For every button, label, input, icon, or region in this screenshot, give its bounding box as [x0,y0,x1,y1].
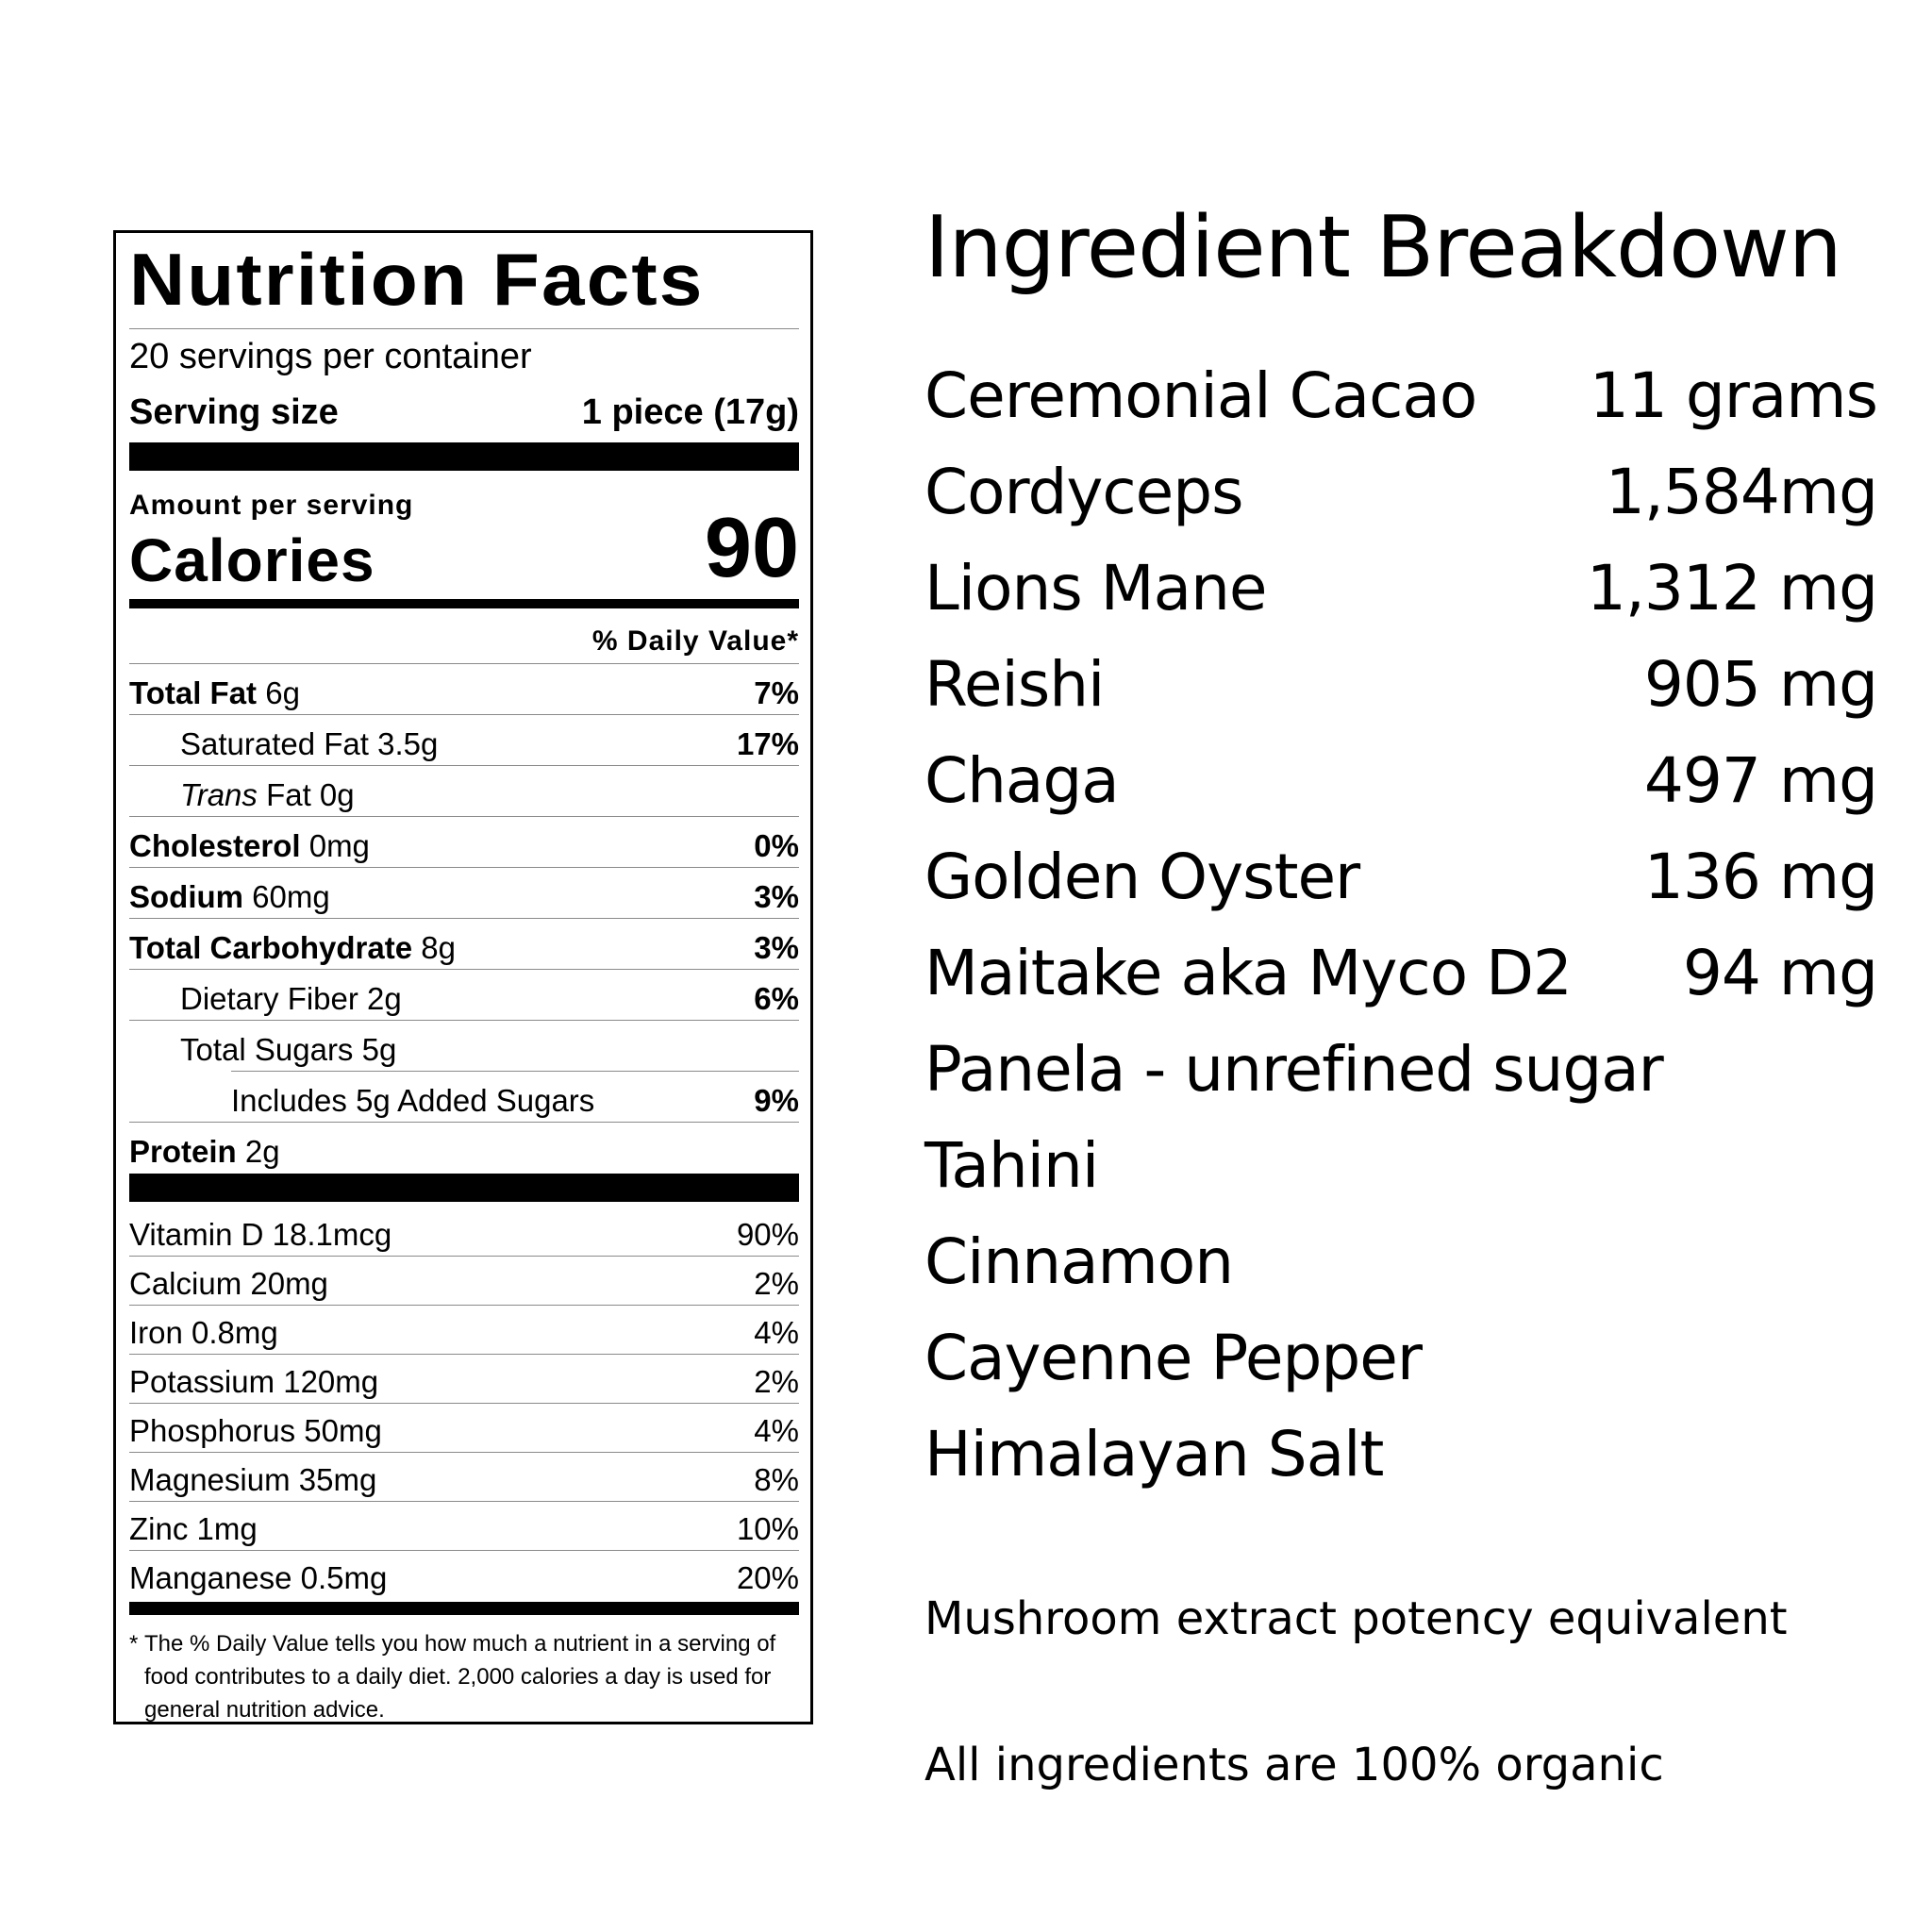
vitamin-dv: 90% [736,1217,799,1252]
nutrient-row-sodium [129,868,799,919]
ingredient-row [924,841,1877,941]
nutrient-amount: 60mg [243,879,330,914]
servings-per-container: 20 servings per container [129,337,532,376]
nutrient-amount: 0mg [300,828,370,863]
nutrient-dv: 17% [736,726,799,761]
vitamin-row-zinc [129,1502,799,1551]
nutrient-row-total-fat [129,664,799,715]
footnote [129,1627,780,1726]
ingredient-name: Himalayan Salt [924,1418,1384,1491]
nutrient-name: Total Carbohydrate [129,930,413,965]
nutrient-row-added-sugars [129,1072,799,1123]
vitamin-amount: Potassium 120mg [129,1364,379,1399]
ingredient-amount: 497 mg [1643,744,1877,817]
ingredient-name: Cayenne Pepper [924,1322,1423,1394]
nutrition-facts-label [113,230,813,1724]
nutrient-amount: Total Sugars 5g [180,1032,397,1067]
ingredient-row [924,552,1877,652]
vitamin-amount: Manganese 0.5mg [129,1560,388,1595]
vitamin-dv: 4% [754,1315,799,1350]
vitamin-amount: Calcium 20mg [129,1266,328,1301]
nutrient-row-protein [129,1123,799,1174]
vitamin-dv: 2% [754,1364,799,1399]
vitamin-dv: 8% [754,1462,799,1497]
ingredient-name: Cinnamon [924,1225,1234,1298]
ingredient-row [924,1033,1877,1133]
nutrient-name: Sodium [129,879,243,914]
nutrient-dv: 6% [754,981,799,1016]
footnote-text: The % Daily Value tells you how much a nutrient in a serving of food contributes to a daily diet. 2,000 calories a day is used for general nutrition advice. [144,1631,776,1723]
ingredient-row [924,456,1877,556]
nutrient-dv: 7% [754,675,799,710]
ingredient-amount: 136 mg [1643,841,1877,913]
ingredient-name: Reishi [924,648,1105,721]
serving-size-value: 1 piece (17g) [581,392,799,432]
calories-label: Calories [129,526,375,594]
nutrient-amount: Saturated Fat 3.5g [180,726,439,761]
ingredient-row [924,648,1877,748]
nutrient-dv: 9% [754,1083,799,1118]
ingredient-name: Maitake aka Myco D2 [924,937,1572,1009]
nutrient-row-trans-fat [129,766,799,817]
ingredient-amount: 1,584mg [1605,456,1877,528]
footnote-star: * [129,1631,139,1657]
nutrient-row-dietary-fiber [129,970,799,1021]
divider-thick [129,442,799,471]
divider-mid [129,1602,799,1615]
nutrient-name: Cholesterol [129,828,301,863]
nutrient-row-saturated-fat [129,715,799,766]
ingredient-row [924,1129,1877,1229]
ingredient-amount: 1,312 mg [1586,552,1877,625]
divider-thick [129,1174,799,1202]
nutrient-row-total-carbohydrate [129,919,799,970]
nutrient-dv: 3% [754,930,799,965]
nutrient-dv: 0% [754,828,799,863]
divider [129,328,799,329]
vitamin-amount: Phosphorus 50mg [129,1413,382,1448]
vitamin-dv: 4% [754,1413,799,1448]
nutrient-amount: Fat 0g [257,777,355,812]
vitamin-row-calcium [129,1257,799,1306]
nutrient-amount: 8g [412,930,456,965]
nutrient-dv: 3% [754,879,799,914]
vitamin-amount: Vitamin D 18.1mcg [129,1217,392,1252]
potency-note: Mushroom extract potency equivalent [924,1592,1788,1645]
nutrition-facts-title: Nutrition Facts [129,238,705,321]
ingredient-name: Golden Oyster [924,841,1360,913]
nutrient-amount: Dietary Fiber 2g [180,981,402,1016]
ingredient-row [924,359,1877,459]
ingredient-row [924,1418,1877,1518]
ingredient-amount: 11 grams [1589,359,1877,432]
serving-size-label: Serving size [129,392,339,432]
vitamin-dv: 20% [736,1560,799,1595]
vitamin-row-vitamin-d [129,1208,799,1257]
vitamin-row-manganese [129,1551,799,1600]
ingredient-breakdown [924,0,1877,1932]
nutrient-name: Trans [180,777,258,812]
calories-value: 90 [704,501,799,595]
ingredient-row [924,1225,1877,1325]
ingredient-name: Ceremonial Cacao [924,359,1477,432]
ingredient-row [924,937,1877,1037]
vitamin-amount: Zinc 1mg [129,1511,258,1546]
nutrient-row-cholesterol [129,817,799,868]
ingredient-row [924,1322,1877,1422]
vitamin-amount: Magnesium 35mg [129,1462,377,1497]
vitamin-row-phosphorus [129,1404,799,1453]
nutrient-name: Protein [129,1134,237,1169]
ingredient-name: Lions Mane [924,552,1267,625]
ingredient-amount: 94 mg [1682,937,1877,1009]
vitamin-amount: Iron 0.8mg [129,1315,278,1350]
nutrient-name: Total Fat [129,675,258,710]
ingredient-amount: 905 mg [1643,648,1877,721]
ingredient-name: Tahini [924,1129,1099,1202]
daily-value-header: % Daily Value* [591,625,799,657]
nutrient-amount: Includes 5g Added Sugars [231,1083,595,1118]
ingredient-name: Chaga [924,744,1119,817]
ingredient-breakdown-title: Ingredient Breakdown [924,198,1841,297]
nutrient-amount: 2g [236,1134,280,1169]
ingredient-name: Cordyceps [924,456,1243,528]
vitamin-row-iron [129,1306,799,1355]
divider-mid [129,599,799,608]
nutrient-amount: 6g [257,675,300,710]
vitamin-dv: 2% [754,1266,799,1301]
nutrient-row-total-sugars [129,1021,799,1072]
vitamin-row-potassium [129,1355,799,1404]
ingredient-row [924,744,1877,844]
ingredient-name: Panela - unrefined sugar [924,1033,1663,1106]
amount-per-serving: Amount per serving [129,490,414,521]
organic-note: All ingredients are 100% organic [924,1739,1664,1791]
vitamin-dv: 10% [736,1511,799,1546]
vitamin-row-magnesium [129,1453,799,1502]
